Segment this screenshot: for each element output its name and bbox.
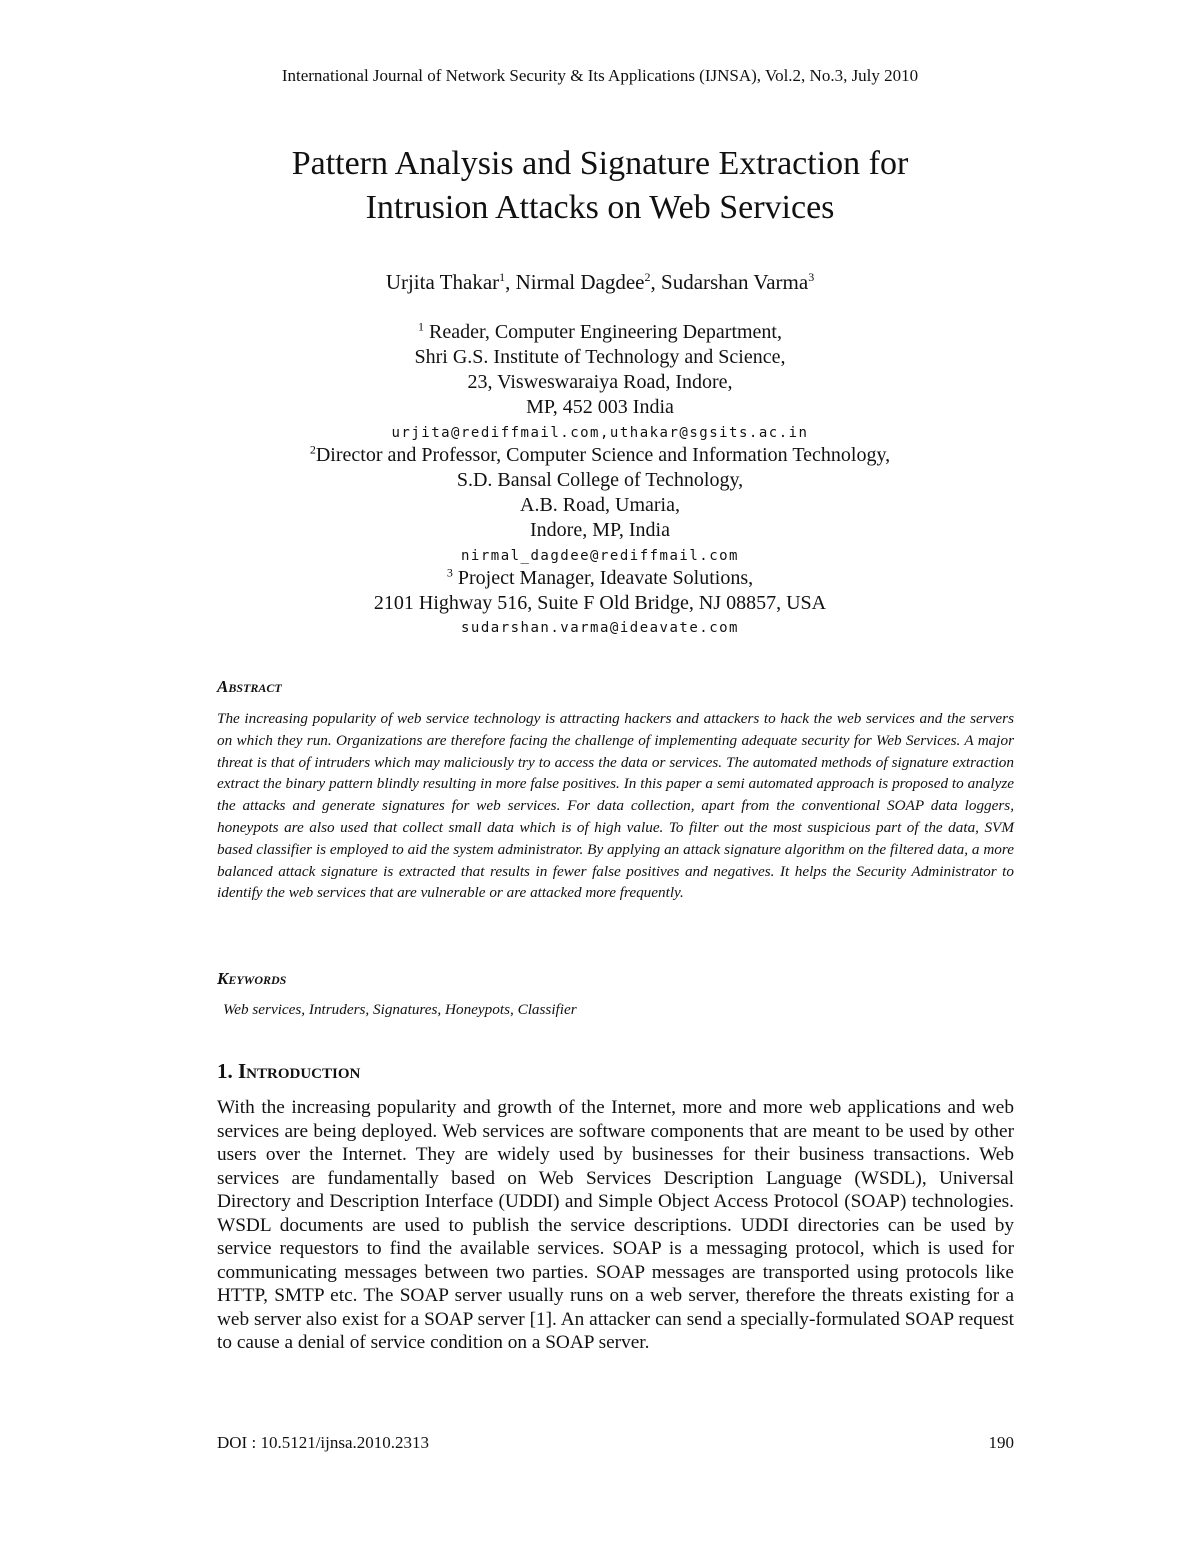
affiliation-text: Director and Professor, Computer Science and Information Technology, xyxy=(315,444,891,466)
author-name: Sudarshan Varma xyxy=(661,270,809,294)
affiliation-3-email: sudarshan.varma@ideavate.com xyxy=(460,620,739,636)
keywords-heading: Keywords xyxy=(217,969,287,988)
author-list: Urjita Thakar$^1$, Nirmal Dagdee$^2$, Sudarshan Varma$^3$ xyxy=(385,270,815,294)
affiliation-1-line-1 xyxy=(0,321,1200,344)
affiliation-sup: 1 xyxy=(418,319,425,334)
affiliation-1-line-2: Shri G.S. Institute of Technology and Science, xyxy=(414,346,786,368)
introduction-heading: 1. Introduction xyxy=(217,1059,361,1083)
title-line-1: Pattern Analysis and Signature Extraction for xyxy=(291,145,909,182)
title-line-2: Intrusion Attacks on Web Services xyxy=(365,189,835,226)
affiliation-2-line-2: S.D. Bansal College of Technology, xyxy=(456,469,744,491)
author-sup: 1 xyxy=(499,270,506,284)
paper-title xyxy=(0,142,1200,230)
page-number: 190 xyxy=(988,1433,1014,1452)
affiliation-2-email: nirmal_dagdee@rediffmail.com xyxy=(460,548,739,564)
introduction-text: With the increasing popularity and growth of the Internet, more and more web applications and web services are being deployed. Web services are software components that are meant to be used by other users over the Internet. They are widely used by businesses for their business transactions. Web services are fundamentally based on Web Services Description Language (WSDL), Universal Directory and Description Interface (UDDI) and Simple Object Access Protocol (SOAP) technologies. WSDL documents are used to publish the service descriptions. UDDI directories can be used by service requestors to find the available services. SOAP is a messaging protocol, which is used for communicating messages between two parties. SOAP messages are transported using protocols like HTTP, SMTP etc. The SOAP server usually runs on a web server, therefore the threats existing for a web server also exist for a SOAP server [1]. An attacker can send a specially-formulated SOAP request to cause a denial of service condition on a SOAP server. xyxy=(217,1097,1014,1353)
affiliation-sup: 2 xyxy=(309,442,316,457)
abstract-heading: Abstract xyxy=(217,677,282,696)
author-sup: 2 xyxy=(644,270,651,284)
keywords-text: Web services, Intruders, Signatures, Honeypots, Classifier xyxy=(223,1001,577,1018)
affiliation-text: Reader, Computer Engineering Department, xyxy=(429,321,782,343)
affiliation-3-line-2: 2101 Highway 516, Suite F Old Bridge, NJ 08857, USA xyxy=(373,592,827,614)
affiliation-2-line-1 xyxy=(0,444,1200,467)
affiliation-text: Project Manager, Ideavate Solutions, xyxy=(457,567,754,589)
affiliation-1-email: urjita@rediffmail.com,uthakar@sgsits.ac.in xyxy=(391,425,809,441)
affiliation-1-line-4: MP, 452 003 India xyxy=(526,396,674,418)
author-name: Nirmal Dagdee xyxy=(515,270,645,294)
abstract-text: The increasing popularity of web service technology is attracting hackers and attackers to hack the web services and the servers on which they run. Organizations are therefore facing the challenge of implementing adequate security for Web Services. A major threat is that of intruders which may maliciously try to access the data or services. The automated methods of signature extraction extract the binary pattern blindly resulting in more false positives. In this paper a semi automated approach is proposed to analyze the attacks and generate signatures for web services. For data collection, apart from the conventional SOAP data loggers, honeypots are also used that collect small data which is of high value. To filter out the most suspicious part of the data, SVM based classifier is employed to aid the system administrator. By applying an attack signature algorithm on the filtered data, a more balanced attack signature is extracted that results in fewer false positives and negatives. It helps the Security Administrator to identify the web services that are vulnerable or are attacked more frequently. xyxy=(217,710,1014,902)
doi-footer: DOI : 10.5121/ijnsa.2010.2313 xyxy=(217,1433,430,1452)
affiliation-sup: 3 xyxy=(446,565,453,580)
affiliation-2-line-4: Indore, MP, India xyxy=(530,519,670,541)
author-sup: 3 xyxy=(808,270,815,284)
journal-header: International Journal of Network Security & Its Applications (IJNSA), Vol.2, No.3, July 2010 xyxy=(281,66,919,85)
affiliation-1-line-3: 23, Visweswaraiya Road, Indore, xyxy=(467,371,733,393)
affiliation-2-line-3: A.B. Road, Umaria, xyxy=(520,494,680,516)
author-name: Urjita Thakar xyxy=(385,270,500,294)
affiliation-3-line-1 xyxy=(0,567,1200,590)
